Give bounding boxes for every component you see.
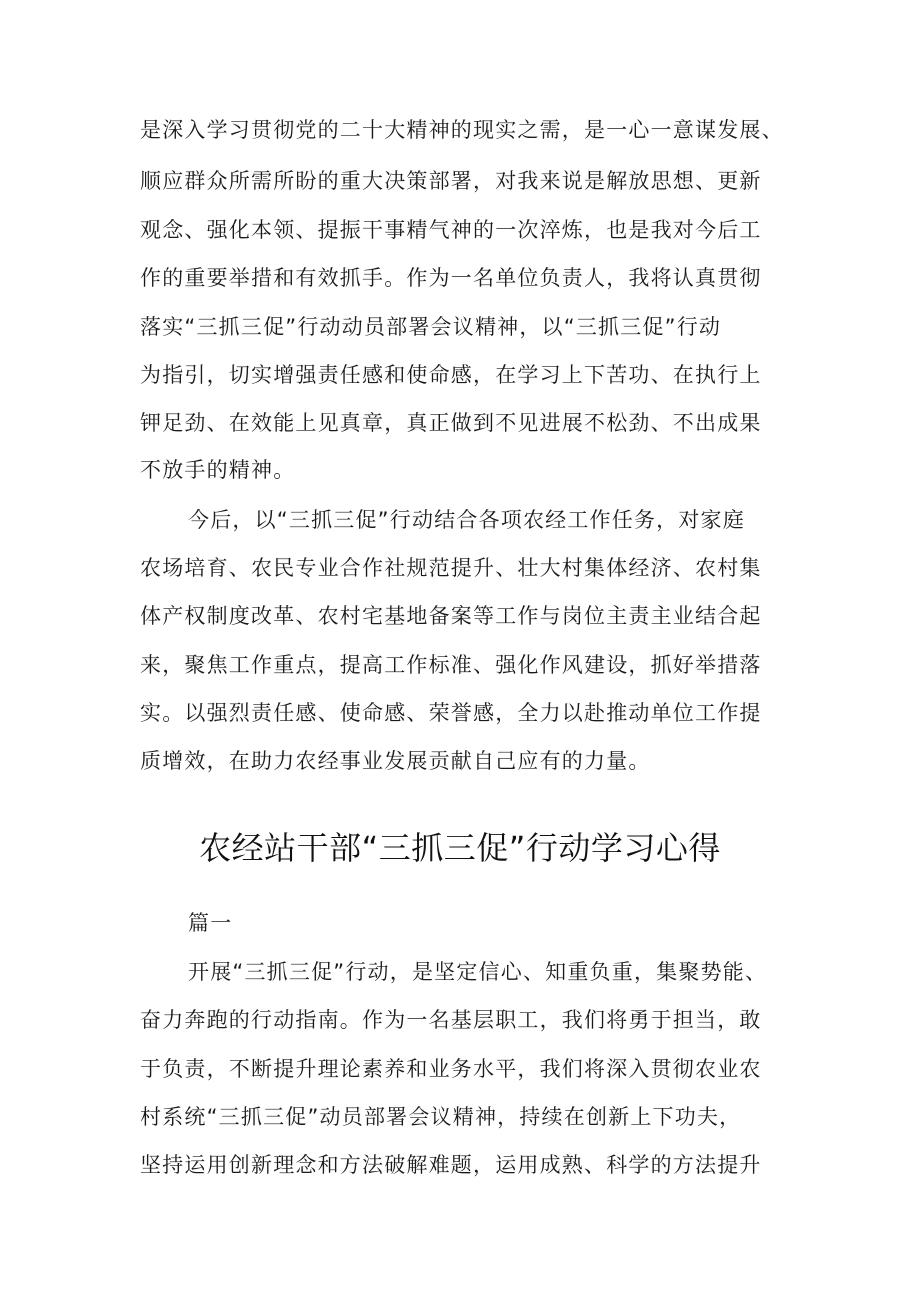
paragraph-2-line-2: 农场培育、农民专业合作社规范提升、壮大村集体经济、农村集 <box>140 556 762 580</box>
paragraph-1-line-4: 作的重要举措和有效抓手。作为一名单位负责人，我将认真贯彻 <box>140 266 762 290</box>
paragraph-1-line-2: 顺应群众所需所盼的重大决策部署，对我来说是解放思想、更新 <box>140 169 762 193</box>
paragraph-2-line-1: 今后，以“三抓三促”行动结合各项农经工作任务，对家庭 <box>188 508 745 532</box>
paragraph-1-line-6: 为指引，切实增强责任感和使命感，在学习上下苦功、在执行上 <box>140 363 762 387</box>
paragraph-2-line-4: 来，聚焦工作重点，提高工作标准、强化作风建设，抓好举措落 <box>140 653 762 677</box>
section-label: 篇一 <box>188 911 233 935</box>
paragraph-3-line-2: 奋力奔跑的行动指南。作为一名基层职工，我们将勇于担当，敢 <box>140 1008 762 1032</box>
paragraph-1-line-7: 钾足劲、在效能上见真章，真正做到不见进展不松劲、不出成果 <box>140 411 762 435</box>
paragraph-3-line-3: 于负责，不断提升理论素养和业务水平，我们将深入贯彻农业农 <box>140 1057 762 1081</box>
paragraph-2-line-3: 体产权制度改革、农村宅基地备案等工作与岗位主责主业结合起 <box>140 604 762 628</box>
paragraph-2-line-6: 质增效，在助力农经事业发展贡献自己应有的力量。 <box>140 749 651 773</box>
paragraph-1-line-3: 观念、强化本领、提振干事精气神的一次淬炼，也是我对今后工 <box>140 218 762 242</box>
paragraph-3-line-1: 开展“三抓三促”行动，是坚定信心、知重负重，集聚势能、 <box>188 960 768 984</box>
paragraph-1-line-8: 不放手的精神。 <box>140 458 296 482</box>
paragraph-1-line-1: 是深入学习贯彻党的二十大精神的现实之需，是一心一意谋发展、 <box>140 118 784 142</box>
article-title: 农经站干部“三抓三促”行动学习心得 <box>199 829 721 867</box>
paragraph-1-line-5: 落实“三抓三促”行动动员部署会议精神，以“三抓三促”行动 <box>140 315 722 339</box>
paragraph-3-line-4: 村系统“三抓三促”动员部署会议精神，持续在创新上下功夫， <box>140 1105 742 1129</box>
paragraph-3-line-5: 坚持运用创新理念和方法破解难题，运用成熟、科学的方法提升 <box>140 1153 762 1177</box>
paragraph-2-line-5: 实。以强烈责任感、使命感、荣誉感，全力以赴推动单位工作提 <box>140 701 762 725</box>
